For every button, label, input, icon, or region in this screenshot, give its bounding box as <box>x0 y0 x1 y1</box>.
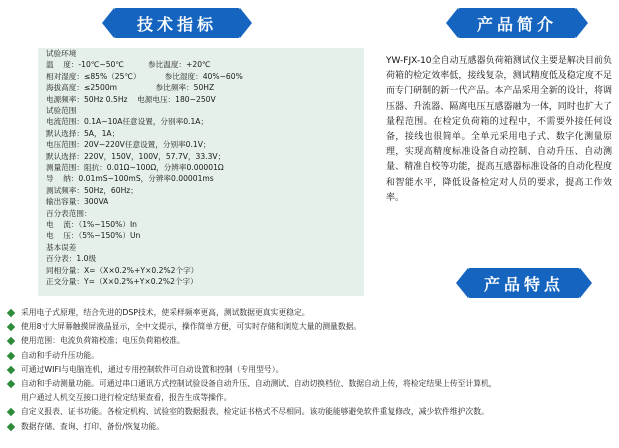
spec-line: 百分表：1.0级 <box>46 254 97 264</box>
banner-arrow-left-icon <box>446 8 458 38</box>
feature-item <box>6 349 614 363</box>
feature-item-continuation <box>6 391 614 405</box>
diamond-bullet-icon <box>7 408 15 416</box>
feature-text: 自动和手动测量功能。可通过串口通讯方式控制试验设备自动升压、自动测试、自动切换档位、数据自动上传，将检定结果上传至计算机， <box>21 379 497 389</box>
spec-line: 电流范围：0.1A~10A任意设置，分别率0.1A； <box>46 117 209 127</box>
banner-arrow-left-icon <box>456 268 468 298</box>
spec-line: 测试频率：50Hz，60Hz； <box>46 185 138 195</box>
diamond-bullet-icon <box>7 351 15 359</box>
feature-text: 使用8寸大屏幕触摸屏液晶显示，全中文提示，操作简单方便，可实时存储和浏览大量的测量数据。 <box>21 322 362 332</box>
feature-item <box>6 377 614 391</box>
spec-line: 电压范围：20V~220V任意设置，分别率0.1V； <box>46 140 211 150</box>
spec-line: 正交分量：Y=（X×0.2%+Y×0.2%2个字） <box>46 277 198 286</box>
intro-paragraph: YW-FJX-10全自动互感器负荷箱测试仪主要是解决目前负荷箱的检定效率低，接线复杂，测试精度低及稳定度不足而专门研制的新一代产品。本产品采用全新的设计，将调压器、升流器、隔离电压互感器融为一体，同时也扩大了量程范围。在检定负荷箱的过程中，不需要外接任何设备，接线也很简单。全单元采用电子式、数字化测量原理，实现高精度标准设备自动控制、自动升压、自动测量、精准自校等功能，提高互感器标准设备的自动化程度和智能水平，降低设备检定对人员的要求，提高工作效率。 <box>386 56 612 203</box>
feature-item <box>6 363 614 377</box>
spec-line: 输出容量：300VA <box>46 197 109 207</box>
intro-title: 产品简介 <box>476 14 557 34</box>
spec-line: 基本误差 <box>46 242 77 252</box>
specs-title: 技术指标 <box>136 14 217 34</box>
banner-arrow-right-icon <box>580 268 592 298</box>
features-list <box>6 306 614 434</box>
feature-item <box>6 420 614 434</box>
banner-arrow-left-icon <box>102 8 114 38</box>
spec-line: 试验环境 <box>46 49 77 58</box>
spec-line: 电 压：（5%~150%）Un <box>46 231 141 241</box>
spec-line: 导 纳：0.01mS~100mS，分辨率0.00001ms <box>46 174 214 184</box>
spec-line: 电 流：（1%~150%）In <box>46 220 137 229</box>
spec-line: 同相分量：X=（X×0.2%+Y×0.2%2个字） <box>46 265 199 275</box>
intro-title-banner <box>458 8 576 38</box>
feature-text: 可通过WIFI与电脑连机，通过专用控制软件可自动设置和控制（专用型号）。 <box>21 364 284 374</box>
diamond-bullet-icon <box>7 366 15 374</box>
spec-line: 海拔高度：≤2500m 参比频率：50HZ <box>46 83 215 93</box>
feature-text: 用户通过人机交互接口进行检定结果查看，报告生成等操作。 <box>21 393 232 403</box>
banner-arrow-right-icon <box>576 8 588 38</box>
spec-line: 测量范围：阻抗：0.01Ω~100Ω，分辨率0.00001Ω <box>46 163 224 172</box>
feature-text: 自动和手动升压功能。 <box>21 350 99 360</box>
diamond-bullet-icon <box>7 323 15 331</box>
spec-line: 电源频率：50Hz 0.5Hz 电源电压：180~250V <box>46 94 216 104</box>
specs-panel <box>38 48 364 296</box>
features-title: 产品特点 <box>483 274 564 294</box>
spec-line: 试验范围 <box>46 106 77 115</box>
spec-line: 默认选择：220V，150V，100V，57.7V，33.3V； <box>46 151 226 161</box>
feature-item <box>6 320 614 334</box>
diamond-bullet-icon <box>7 309 15 317</box>
feature-item <box>6 405 614 419</box>
feature-text: 采用电子式原理，结合先进的DSP技术，使采样频率更高，测试数据更真实更稳定。 <box>21 308 310 317</box>
diamond-bullet-icon <box>7 422 15 430</box>
specs-title-banner <box>114 8 240 38</box>
spec-line: 相对湿度：≤85%（25℃） 参比湿度：40%~60% <box>46 71 243 81</box>
feature-item <box>6 334 614 348</box>
spec-line: 温 度：-10℃~50℃ 参比温度：+20℃ <box>46 60 211 70</box>
banner-arrow-right-icon <box>240 8 252 38</box>
spec-line: 默认选择：5A，1A； <box>46 128 120 138</box>
feature-text: 数据存储、查询、打印、备份/恢复功能。 <box>21 421 164 431</box>
spec-line: 百分表范围： <box>46 208 92 218</box>
features-title-banner <box>468 268 580 298</box>
feature-item <box>6 306 614 320</box>
diamond-bullet-icon <box>7 337 15 345</box>
feature-text: 使用范围：电流负荷箱校准；电压负荷箱校准。 <box>21 336 185 346</box>
feature-text: 自定义报表、证书功能。各检定机构、试验室的数据报表、检定证书格式不尽相同。该功能能够避免软件重复修改，减少软件维护次数。 <box>21 407 489 417</box>
diamond-bullet-icon <box>7 380 15 388</box>
